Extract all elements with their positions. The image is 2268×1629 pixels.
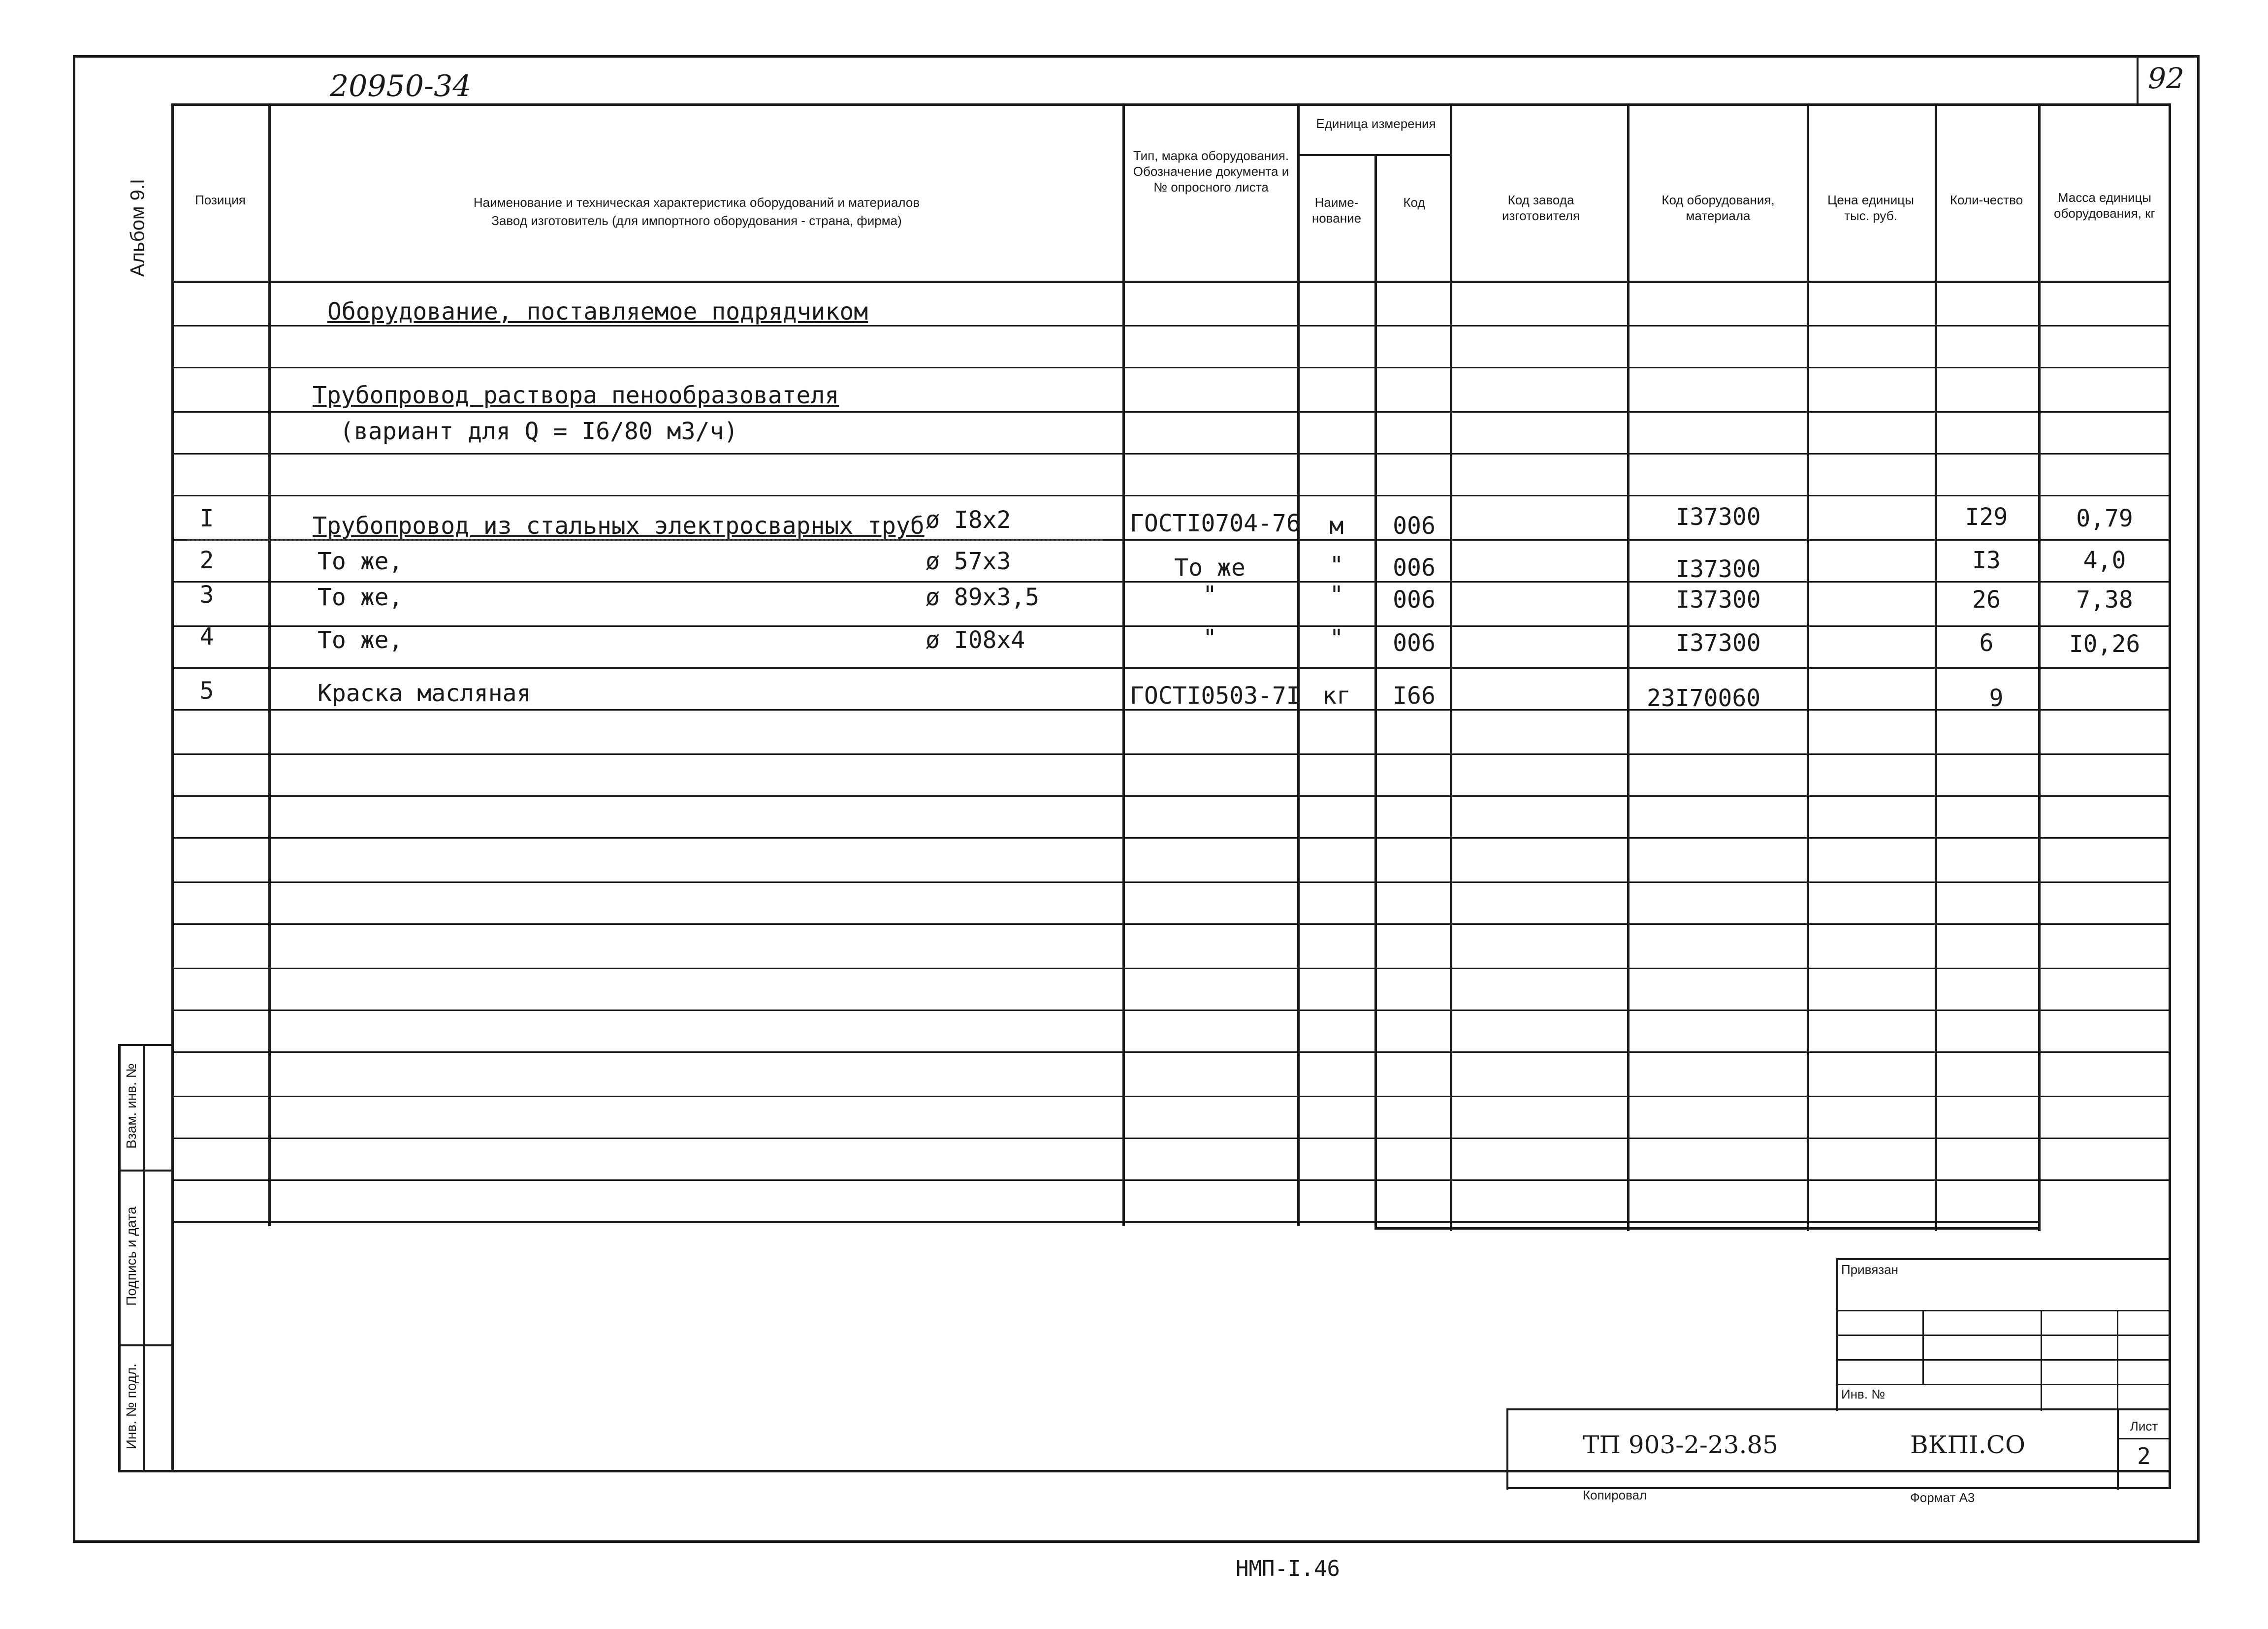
document-number: 20950-34 — [330, 69, 472, 103]
row-unit: м — [1329, 512, 1344, 540]
header-unit-code: Код — [1403, 195, 1425, 210]
row-size: ø I08x4 — [926, 626, 1025, 654]
row-equipment-code: I37300 — [1675, 586, 1761, 614]
row-name: То же, — [318, 626, 403, 654]
row-type: " — [1203, 581, 1217, 609]
row-mass: I0,26 — [2069, 630, 2140, 658]
row-equipment-code: 23I70060 — [1647, 684, 1761, 712]
row-unit: кг — [1322, 682, 1351, 710]
row-position: I — [199, 505, 214, 532]
album-label: Альбом 9.I — [127, 178, 149, 277]
pipeline-variant: (вариант для Q = I6/80 м3/ч) — [340, 418, 738, 445]
footer-stamp: НМП-I.46 — [1236, 1556, 1340, 1581]
row-name: Трубопровод из стальных электросварных труб — [313, 512, 925, 540]
row-unit-code: 006 — [1393, 586, 1436, 614]
designation: ТП 903-2-23.85 — [1583, 1431, 1779, 1459]
header-price: Цена единицы тыс. руб. — [1827, 193, 1914, 223]
row-position: 4 — [199, 623, 214, 651]
row-unit-code: 006 — [1393, 512, 1436, 540]
stamp-vzam-inv: Взам. инв. № — [124, 1063, 139, 1149]
stamp-inv-orig: Инв. № подл. — [124, 1363, 139, 1450]
format-label: Формат А3 — [1910, 1490, 1975, 1505]
row-position: 3 — [199, 581, 214, 609]
row-equipment-code: I37300 — [1675, 555, 1761, 583]
row-unit: " — [1329, 552, 1344, 579]
row-unit-code: I66 — [1393, 682, 1436, 710]
row-type: ГОСТI0704-76 — [1130, 510, 1301, 537]
sheet-label: Лист — [2130, 1419, 2158, 1434]
header-unit: Единица измерения — [1316, 116, 1436, 131]
stamp-sign-date: Подпись и дата — [124, 1206, 139, 1306]
header-name-plant: Завод изготовитель (для импортного оборудования - страна, фирма) — [491, 213, 902, 228]
row-unit-code: 006 — [1393, 629, 1436, 657]
row-quantity: I29 — [1965, 503, 2008, 531]
row-mass: 0,79 — [2076, 505, 2133, 532]
header-equipment-code: Код оборудования, материала — [1661, 193, 1775, 223]
row-size: ø I8x2 — [926, 506, 1011, 534]
pipeline-title: Трубопровод раствора пенообразователя — [313, 382, 839, 409]
row-quantity: 9 — [1989, 684, 2004, 712]
row-type: ГОСТI0503-7I — [1130, 682, 1301, 710]
row-type: То же — [1174, 554, 1246, 582]
header-quantity: Коли-чество — [1949, 193, 2023, 207]
header-mass: Масса единицы оборудования, кг — [2054, 190, 2155, 221]
row-type: " — [1203, 624, 1217, 652]
row-position: 5 — [199, 677, 214, 705]
row-quantity: 6 — [1979, 629, 1994, 657]
row-equipment-code: I37300 — [1675, 503, 1761, 531]
row-name: То же, — [318, 584, 403, 611]
row-position: 2 — [199, 547, 214, 574]
row-size: ø 89x3,5 — [926, 584, 1040, 611]
header-plant-code: Код завода изготовителя — [1501, 193, 1580, 223]
row-equipment-code: I37300 — [1675, 629, 1761, 657]
header-position: Позиция — [195, 193, 246, 207]
sheet-number-handwritten: 92 — [2148, 62, 2184, 95]
row-mass: 4,0 — [2083, 547, 2126, 574]
section-title: Оборудование, поставляемое подрядчиком — [327, 298, 868, 326]
copied-label: Копировал — [1583, 1488, 1647, 1502]
row-size: ø 57x3 — [926, 548, 1011, 575]
row-quantity: 26 — [1972, 586, 2001, 614]
header-name: Наименование и техническая характеристика оборудований и материалов — [473, 195, 920, 210]
row-name: Краска масляная — [318, 680, 531, 707]
header-unit-name: Наиме-нование — [1311, 195, 1362, 226]
inv-no-label: Инв. № — [1841, 1387, 1885, 1401]
designation-code: ВКПI.СО — [1910, 1431, 2025, 1459]
row-unit: " — [1329, 581, 1344, 609]
sheet-number: 2 — [2137, 1443, 2151, 1469]
row-unit: " — [1329, 624, 1344, 652]
row-quantity: I3 — [1972, 547, 2001, 574]
privyazan-label: Привязан — [1841, 1262, 1899, 1277]
row-name: То же, — [318, 548, 403, 575]
row-unit-code: 006 — [1393, 554, 1436, 582]
row-mass: 7,38 — [2076, 586, 2133, 614]
header-type: Тип, марка оборудования. Обозначение документа и № опросного листа — [1133, 148, 1289, 195]
